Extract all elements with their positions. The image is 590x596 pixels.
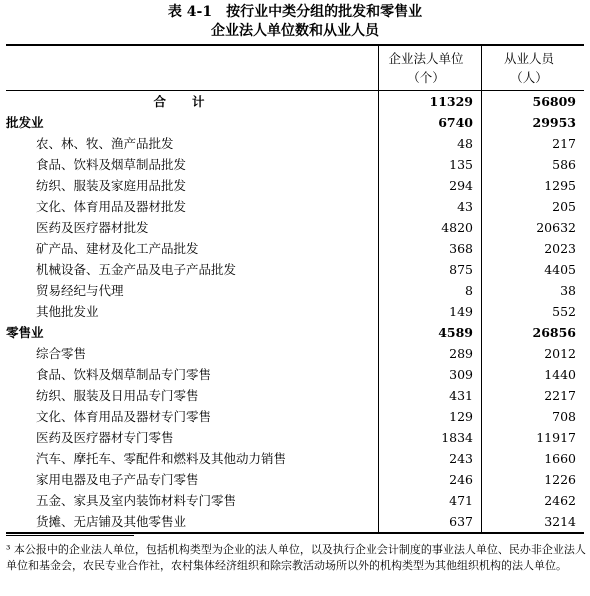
table-row-units: 471 xyxy=(379,490,482,511)
table-row-label: 医药及医疗器材专门零售 xyxy=(36,430,174,445)
group-row-employees: 29953 xyxy=(482,112,585,133)
table-row-employees: 4405 xyxy=(482,259,585,280)
table-row-units: 431 xyxy=(379,385,482,406)
table-row-units: 875 xyxy=(379,259,482,280)
header-employees: 从业人员 （人） xyxy=(482,45,585,91)
table-row-label: 家用电器及电子产品专门零售 xyxy=(36,472,199,487)
table-row-employees: 20632 xyxy=(482,217,585,238)
table-row-employees: 2012 xyxy=(482,343,585,364)
table-row-units: 309 xyxy=(379,364,482,385)
table-row-employees: 1295 xyxy=(482,175,585,196)
table-row xyxy=(6,196,584,217)
table-row-employees: 1660 xyxy=(482,448,585,469)
table-row xyxy=(6,133,584,154)
table-row-label: 综合零售 xyxy=(36,346,87,361)
table-row-label: 纺织、服装及日用品专门零售 xyxy=(36,388,199,403)
table-row-label: 食品、饮料及烟草制品专门零售 xyxy=(36,367,212,382)
table-row xyxy=(6,238,584,259)
table-row-units: 149 xyxy=(379,301,482,322)
table-row-label: 五金、家具及室内装饰材料专门零售 xyxy=(36,493,237,508)
footnote-divider xyxy=(6,535,134,536)
footnote: ³ 本公报中的企业法人单位，包括机构类型为企业的法人单位，以及执行企业会计制度的事业法人单位、民办非企业法人单位和基金会，农民专业合作社，农村集体经济组织和除宗教活动场所以外的机构类型为其他组织机构的法人单位。 xyxy=(6,543,586,572)
group-row xyxy=(6,322,584,343)
table-row xyxy=(6,406,584,427)
table-row xyxy=(6,490,584,511)
group-row-label: 批发业 xyxy=(6,115,44,130)
group-row-label: 零售业 xyxy=(6,325,44,340)
table-row xyxy=(6,427,584,448)
table-row-label: 文化、体育用品及器材批发 xyxy=(36,199,187,214)
table-row-employees: 552 xyxy=(482,301,585,322)
table-row-employees: 205 xyxy=(482,196,585,217)
table-row-label: 纺织、服装及家庭用品批发 xyxy=(36,178,187,193)
table-row-units: 289 xyxy=(379,343,482,364)
table-row-employees: 2023 xyxy=(482,238,585,259)
table-row-label: 汽车、摩托车、零配件和燃料及其他动力销售 xyxy=(36,451,287,466)
table-row xyxy=(6,343,584,364)
table-row xyxy=(6,364,584,385)
table-row-units: 1834 xyxy=(379,427,482,448)
table-row-units: 368 xyxy=(379,238,482,259)
table-row-units: 43 xyxy=(379,196,482,217)
table-body xyxy=(6,91,584,534)
table-row-label: 医药及医疗器材批发 xyxy=(36,220,149,235)
table-row-units: 48 xyxy=(379,133,482,154)
header-row xyxy=(6,45,584,91)
group-row-units: 4589 xyxy=(379,322,482,343)
table-row xyxy=(6,469,584,490)
table-row-units: 129 xyxy=(379,406,482,427)
table-row-label: 农、林、牧、渔产品批发 xyxy=(36,136,174,151)
table-row-employees: 38 xyxy=(482,280,585,301)
table-row xyxy=(6,175,584,196)
statistics-table xyxy=(6,44,584,534)
table-row-employees: 2217 xyxy=(482,385,585,406)
table-row-units: 246 xyxy=(379,469,482,490)
table-row-employees: 3214 xyxy=(482,511,585,533)
table-row-employees: 586 xyxy=(482,154,585,175)
table-row xyxy=(6,511,584,533)
table-row-units: 243 xyxy=(379,448,482,469)
table-row-employees: 1226 xyxy=(482,469,585,490)
table-row-label: 贸易经纪与代理 xyxy=(36,283,124,298)
total-row: 合计 11329 56809 xyxy=(6,91,584,113)
table-row-employees: 1440 xyxy=(482,364,585,385)
table-row-label: 其他批发业 xyxy=(36,304,99,319)
group-row xyxy=(6,112,584,133)
table-row-units: 8 xyxy=(379,280,482,301)
table-row xyxy=(6,301,584,322)
table-row-label: 文化、体育用品及器材专门零售 xyxy=(36,409,212,424)
table-row-employees: 2462 xyxy=(482,490,585,511)
table-row-employees: 708 xyxy=(482,406,585,427)
table-row xyxy=(6,259,584,280)
table-row xyxy=(6,385,584,406)
header-category xyxy=(6,45,379,91)
table-row-employees: 217 xyxy=(482,133,585,154)
table-row-employees: 11917 xyxy=(482,427,585,448)
table-title: 表 4-1 按行业中类分组的批发和零售业 xyxy=(167,4,423,20)
table-row xyxy=(6,154,584,175)
table-row-label: 食品、饮料及烟草制品批发 xyxy=(36,157,187,172)
table-row-label: 货摊、无店铺及其他零售业 xyxy=(6,511,379,533)
header-units: 企业法人单位 （个） xyxy=(379,45,482,91)
group-row-employees: 26856 xyxy=(482,322,585,343)
table-row-label: 机械设备、五金产品及电子产品批发 xyxy=(36,262,237,277)
table-row-label: 矿产品、建材及化工产品批发 xyxy=(36,241,199,256)
table-subtitle: 企业法人单位数和从业人员 xyxy=(211,23,379,39)
table-row xyxy=(6,280,584,301)
table-row-units: 637 xyxy=(379,511,482,533)
table-row-units: 135 xyxy=(379,154,482,175)
table-row xyxy=(6,217,584,238)
table-row xyxy=(6,448,584,469)
group-row-units: 6740 xyxy=(379,112,482,133)
table-row-units: 4820 xyxy=(379,217,482,238)
table-row-units: 294 xyxy=(379,175,482,196)
